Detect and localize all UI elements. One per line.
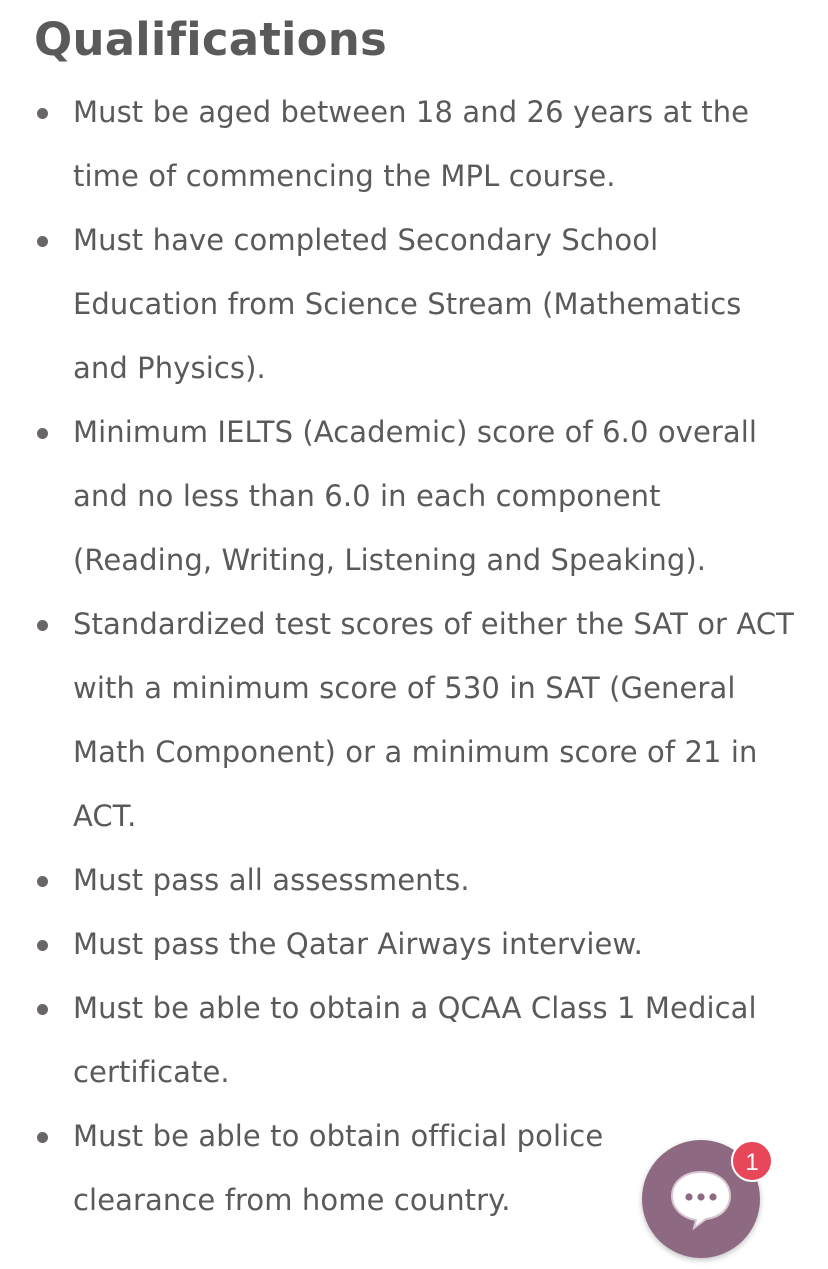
list-item — [0, 848, 828, 912]
qualification-text: Minimum IELTS (Academic) score of 6.0 overall and no less than 6.0 in each component (Reading, Writing, Listening and Speaking). — [73, 415, 758, 577]
bullet-icon — [37, 1004, 48, 1015]
list-item — [0, 912, 828, 976]
list-item — [0, 208, 828, 400]
chat-bubble-icon — [668, 1168, 734, 1230]
bullet-icon — [37, 236, 48, 247]
list-item — [0, 80, 828, 208]
page-title: Qualifications — [34, 13, 388, 66]
notification-badge: 1 — [731, 1140, 773, 1182]
qualification-text: Must be able to obtain official police clearance from home country. — [73, 1119, 604, 1217]
qualifications-list — [0, 80, 828, 1232]
bullet-icon — [37, 108, 48, 119]
qualification-text: Must be able to obtain a QCAA Class 1 Medical certificate. — [73, 991, 757, 1089]
bullet-icon — [37, 940, 48, 951]
bullet-icon — [37, 1132, 48, 1143]
qualification-text: Must have completed Secondary School Education from Science Stream (Mathematics and Physics). — [73, 223, 742, 385]
qualification-text: Must pass all assessments. — [73, 863, 470, 897]
bullet-icon — [37, 428, 48, 439]
qualification-text: Must be aged between 18 and 26 years at the time of commencing the MPL course. — [73, 95, 750, 193]
bullet-icon — [37, 620, 48, 631]
qualification-text: Must pass the Qatar Airways interview. — [73, 927, 643, 961]
qualification-text: Standardized test scores of either the SAT or ACT with a minimum score of 530 in SAT (General Math Component) or a minimum score of 21 in ACT. — [73, 607, 794, 833]
bullet-icon — [37, 876, 48, 887]
list-item — [0, 592, 828, 848]
list-item — [0, 976, 828, 1104]
list-item — [0, 400, 828, 592]
